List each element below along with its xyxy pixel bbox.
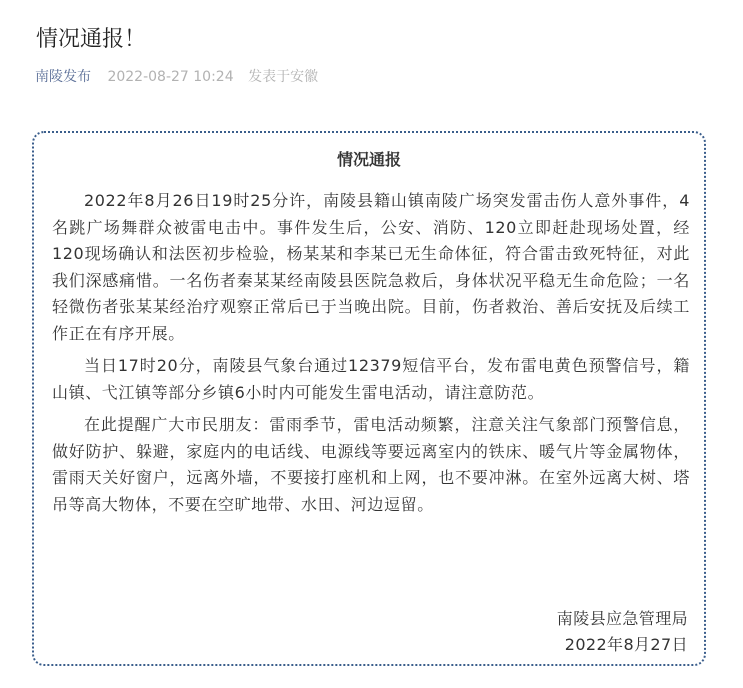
account-name-link[interactable]: 南陵发布	[35, 69, 91, 85]
notice-paragraph: 当日17时20分，南陵县气象台通过12379短信平台，发布雷电黄色预警信号，籍山镇、弋江镇等部分乡镇6小时内可能发生雷电活动，请注意防范。	[52, 356, 690, 402]
signature-organization: 南陵县应急管理局	[556, 609, 688, 628]
publish-date: 2022-08-27 10:24	[107, 69, 234, 85]
notice-signature	[557, 606, 688, 658]
article-title: 情况通报！	[36, 27, 147, 52]
notice-box	[32, 131, 706, 666]
notice-paragraph: 在此提醒广大市民朋友：雷雨季节，雷电活动频繁，注意关注气象部门预警信息，做好防护、躲避，家庭内的电话线、电源线等要远离室内的铁床、暖气片等金属物体，雷雨天关好窗户，远离外墙，不要接打座机和上网，也不要冲淋。在室外远离大树、塔吊等高大物体，不要在空旷地带、水田、河边逗留。	[52, 415, 690, 514]
signature-date: 2022年8月27日	[564, 635, 688, 654]
publish-location: 发表于安徽	[248, 69, 319, 85]
notice-paragraph: 2022年8月26日19时25分许，南陵县籍山镇南陵广场突发雷击伤人意外事件，4名跳广场舞群众被雷电击中。事件发生后，公安、消防、120立即赶赴现场处置，经120现场确认和法医初步检验，杨某某和李某已无生命体征，符合雷击致死特征，对此我们深感痛惜。一名伤者秦某某经南陵县医院急救后，身体状况平稳无生命危险；一名轻微伤者张某某经治疗观察正常后已于当晚出院。目前，伤者救治、善后安抚及后续工作正在有序开展。	[52, 191, 690, 343]
notice-body	[52, 188, 690, 524]
notice-heading: 情况通报	[336, 150, 401, 169]
article-meta	[35, 67, 318, 87]
